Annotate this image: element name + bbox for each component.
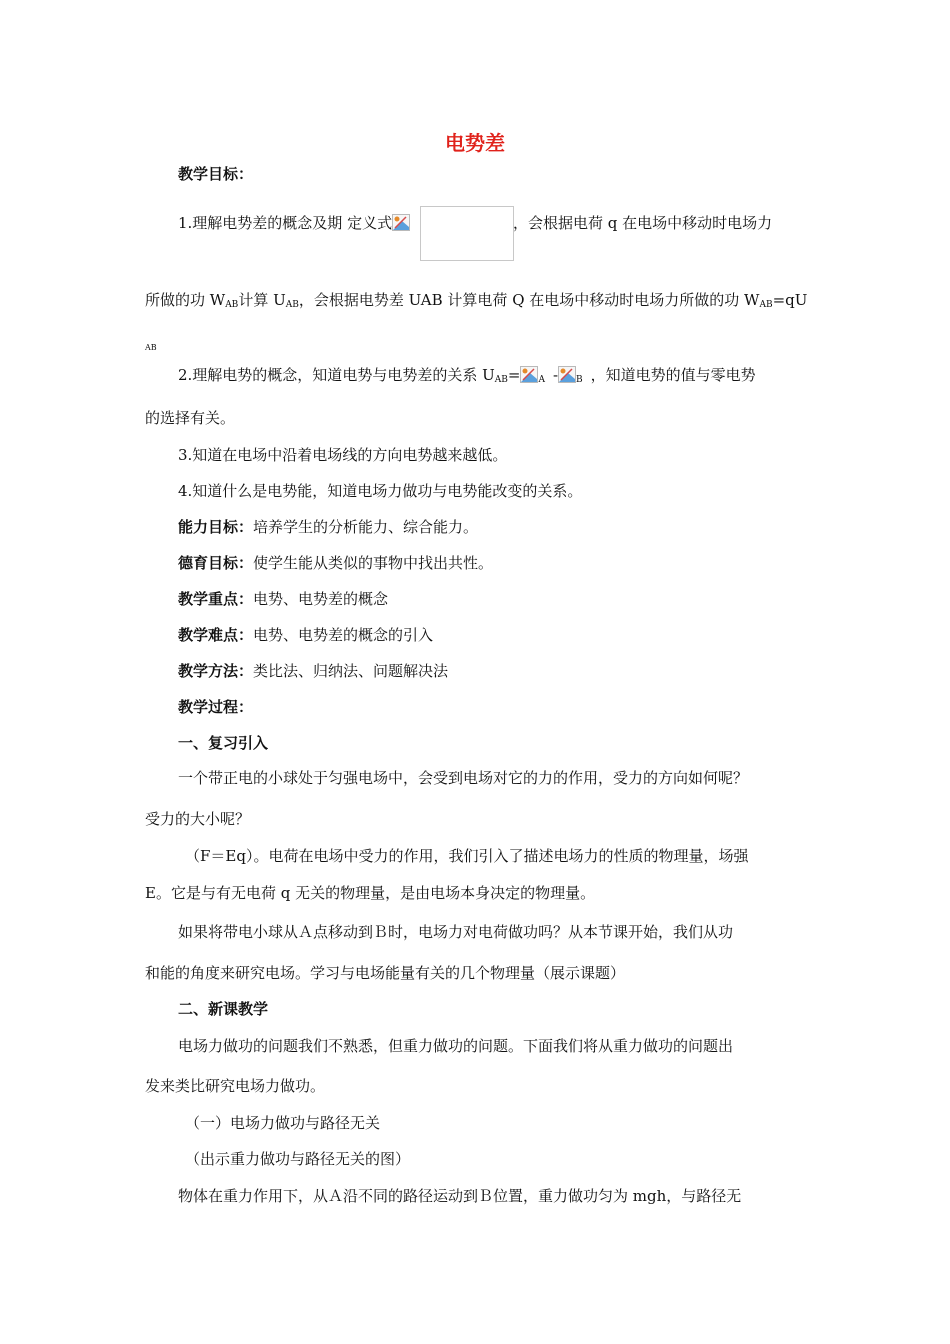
objective-1-line-2 [145, 290, 807, 315]
objective-2-text-c: 的值与零电势 [665, 366, 756, 384]
equals-sign: = [507, 366, 521, 384]
ability-label: 能力目标： [178, 518, 254, 536]
paragraph-3-line-1: 如果将带电小球从Ａ点移动到Ｂ时，电场力对电荷做功吗？从本节课开始，我们从功 [178, 923, 734, 941]
objective-1-text-c: 所做的功 W [145, 291, 226, 309]
section-2-heading: 二、新课教学 [178, 1000, 269, 1018]
objective-1-text-b: ，会根据电荷 q 在电场中移动时电场力 [513, 214, 773, 232]
objective-2-text-d: 的选择有关。 [145, 409, 236, 427]
subsection-1-note: （出示重力做功与路径无关的图） [185, 1150, 411, 1168]
objective-1-text-d: 计算 U [238, 291, 286, 309]
subscript-b: B [576, 375, 583, 385]
objective-1-subscript-ab: AB [145, 343, 157, 352]
moral-label: 德育目标： [178, 554, 254, 572]
subscript-a: A [538, 375, 545, 385]
subscript-ab: AB [285, 300, 299, 310]
subsection-1-heading: （一）电场力做功与路径无关 [185, 1114, 381, 1132]
formula-image-placeholder-icon [392, 214, 410, 231]
objective-3: 3.知道在电场中沿着电场线的方向电势越来越低。 [178, 446, 508, 464]
paragraph-3-line-2: 和能的角度来研究电场。学习与电场能量有关的几个物理量（展示课题） [145, 964, 626, 982]
subscript-ab: AB [759, 300, 773, 310]
objective-2-text-a: 2.理解电势的概念，知道电势与电势差的关系 U [178, 366, 495, 384]
objectives-heading: 教学目标： [178, 165, 254, 183]
ability-text: 培养学生的分析能力、综合能力。 [253, 518, 479, 536]
moral-text: 使学生能从类似的事物中找出共性。 [253, 554, 494, 572]
phi-image-icon [520, 366, 538, 383]
paragraph-2-line-1: （F＝Eq）。电荷在电场中受力的作用，我们引入了描述电场力的性质的物理量，场强 [185, 847, 749, 865]
difficulty-label: 教学难点： [178, 626, 254, 644]
minus-sign: - [552, 366, 559, 384]
paragraph-4-line-2: 发来类比研究电场力做功。 [145, 1077, 326, 1095]
key-text: 电势、电势差的概念 [253, 590, 389, 608]
objective-4: 4.知道什么是电势能，知道电场力做功与电势能改变的关系。 [178, 482, 583, 500]
teaching-method [178, 661, 448, 681]
objective-1-text-e: ，会根据电势差 UAB 计算电荷 Q 在电场中移动时电场力所做的功 W [298, 291, 760, 309]
objective-2-text-b: ，知道电势 [590, 366, 666, 384]
paragraph-4-line-1: 电场力做功的问题我们不熟悉，但重力做功的问题。下面我们将从重力做功的问题出 [178, 1037, 734, 1055]
difficulty-text: 电势、电势差的概念的引入 [253, 626, 434, 644]
moral-goal [178, 553, 493, 573]
objective-1-text-a: 1.理解电势差的概念及期 定义式 [178, 214, 393, 232]
difficult-point [178, 625, 433, 645]
definition-formula-box [420, 206, 514, 261]
objective-2-line-1 [178, 365, 756, 390]
paragraph-1-line-2: 受力的大小呢？ [145, 810, 251, 828]
method-label: 教学方法： [178, 662, 254, 680]
phi-image-icon [558, 366, 576, 383]
paragraph-5-line-1: 物体在重力作用下，从Ａ沿不同的路径运动到Ｂ位置，重力做功匀为 mgh，与路径无 [178, 1187, 742, 1205]
subscript-ab: AB [225, 300, 239, 310]
objective-1-text-f: =qU [772, 291, 808, 309]
paragraph-2-line-2: E。它是与有无电荷 q 无关的物理量，是由电场本身决定的物理量。 [145, 884, 596, 902]
subscript-ab: AB [494, 375, 508, 385]
paragraph-1-line-1: 一个带正电的小球处于匀强电场中，会受到电场对它的力的作用，受力的方向如何呢？ [178, 769, 749, 787]
method-text: 类比法、归纳法、问题解决法 [253, 662, 449, 680]
objective-1-line-1 [178, 213, 410, 233]
process-heading: 教学过程： [178, 698, 254, 716]
key-label: 教学重点： [178, 590, 254, 608]
ability-goal [178, 517, 478, 537]
page-title: 电势差 [445, 131, 505, 155]
key-point [178, 589, 388, 609]
section-1-heading: 一、复习引入 [178, 734, 269, 752]
